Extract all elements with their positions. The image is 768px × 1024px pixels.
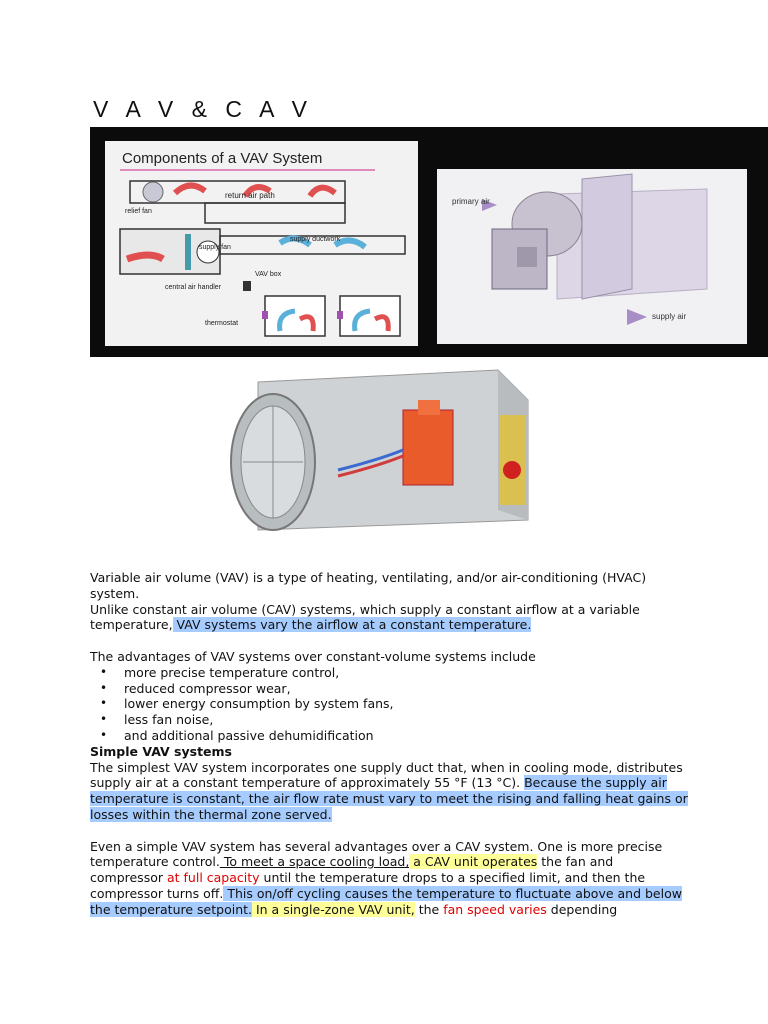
label-relief-fan: relief fan xyxy=(125,208,152,215)
text-plain: the xyxy=(414,901,444,917)
list-item: • and additional passive dehumidification xyxy=(124,728,690,744)
advantages-list xyxy=(90,665,690,744)
text-plain: Even a simple VAV system has several advantages over a CAV system. One is more precise temperature control. xyxy=(90,838,663,870)
label-thermostat: thermostat xyxy=(205,320,239,327)
label-return-air-path: return air path xyxy=(225,191,275,200)
paragraph-vav-advantages xyxy=(90,839,690,918)
diagram-heading: Components of a VAV System xyxy=(122,150,323,167)
paragraph-advantages: The advantages of VAV systems over constant-volume systems include xyxy=(90,648,536,664)
vav-box-illustration xyxy=(437,169,747,344)
highlight-yellow: a CAV unit operates xyxy=(409,854,538,870)
label-supply-ductwork: supply ductwork xyxy=(290,236,341,243)
label-supply-air: supply air xyxy=(652,312,687,321)
highlight-blue: VAV systems vary the airflow at a constant temperature. xyxy=(172,617,532,633)
list-item: • reduced compressor wear, xyxy=(124,681,690,697)
vav-unit-graphic xyxy=(228,360,546,556)
figure-banner xyxy=(90,127,768,357)
text-underlined: To meet a space cooling load, xyxy=(219,854,410,870)
text-plain: until the temperature drops to a specified limit, and then the compressor turns off. xyxy=(90,870,646,901)
highlight-yellow: In a single-zone VAV unit, xyxy=(252,901,415,917)
paragraph-simple-vav xyxy=(90,760,690,823)
label-supply-fan: supply fan xyxy=(199,244,231,251)
label-vav-box: VAV box xyxy=(255,271,282,278)
text-plain: depending xyxy=(546,901,618,917)
highlight-blue: This on/off cycling causes the temperature to fluctuate above and below the temperature setpoint. xyxy=(90,885,682,917)
vav-components-diagram xyxy=(105,141,418,346)
list-item: • less fan noise, xyxy=(124,712,690,728)
list-item: • lower energy consumption by system fans, xyxy=(124,696,690,712)
subheading-simple-vav: Simple VAV systems xyxy=(90,743,232,759)
paragraph-cav-compare xyxy=(90,602,690,634)
text-plain: Unlike constant air volume (CAV) systems, which supply a constant airflow at a variable temperature, xyxy=(90,601,640,633)
text-plain: the fan and compressor xyxy=(90,854,614,886)
highlight-blue: Because the supply air temperature is constant, the air flow rate must vary to meet the rising and falling heat gains or losses within the thermal zone served. xyxy=(90,775,688,822)
document-body xyxy=(90,570,690,918)
vav-diagram-graphic xyxy=(105,141,418,346)
text-plain: The simplest VAV system incorporates one supply duct that, when in cooling mode, distributes supply air at a constant temperature of approximately 55 °F (13 °C). xyxy=(90,759,683,791)
label-primary-air: primary air xyxy=(452,197,490,206)
list-item: • more precise temperature control, xyxy=(124,665,690,681)
label-central-air-handler: central air handler xyxy=(165,284,222,291)
vav-box-graphic xyxy=(437,169,747,344)
document-title: V A V & C A V xyxy=(93,96,313,122)
text-red: at full capacity xyxy=(166,870,260,886)
paragraph-intro: Variable air volume (VAV) is a type of heating, ventilating, and/or air-conditioning (HVAC) system. xyxy=(90,570,647,601)
text-red: fan speed varies xyxy=(443,901,547,917)
vav-unit-photo xyxy=(228,360,546,556)
